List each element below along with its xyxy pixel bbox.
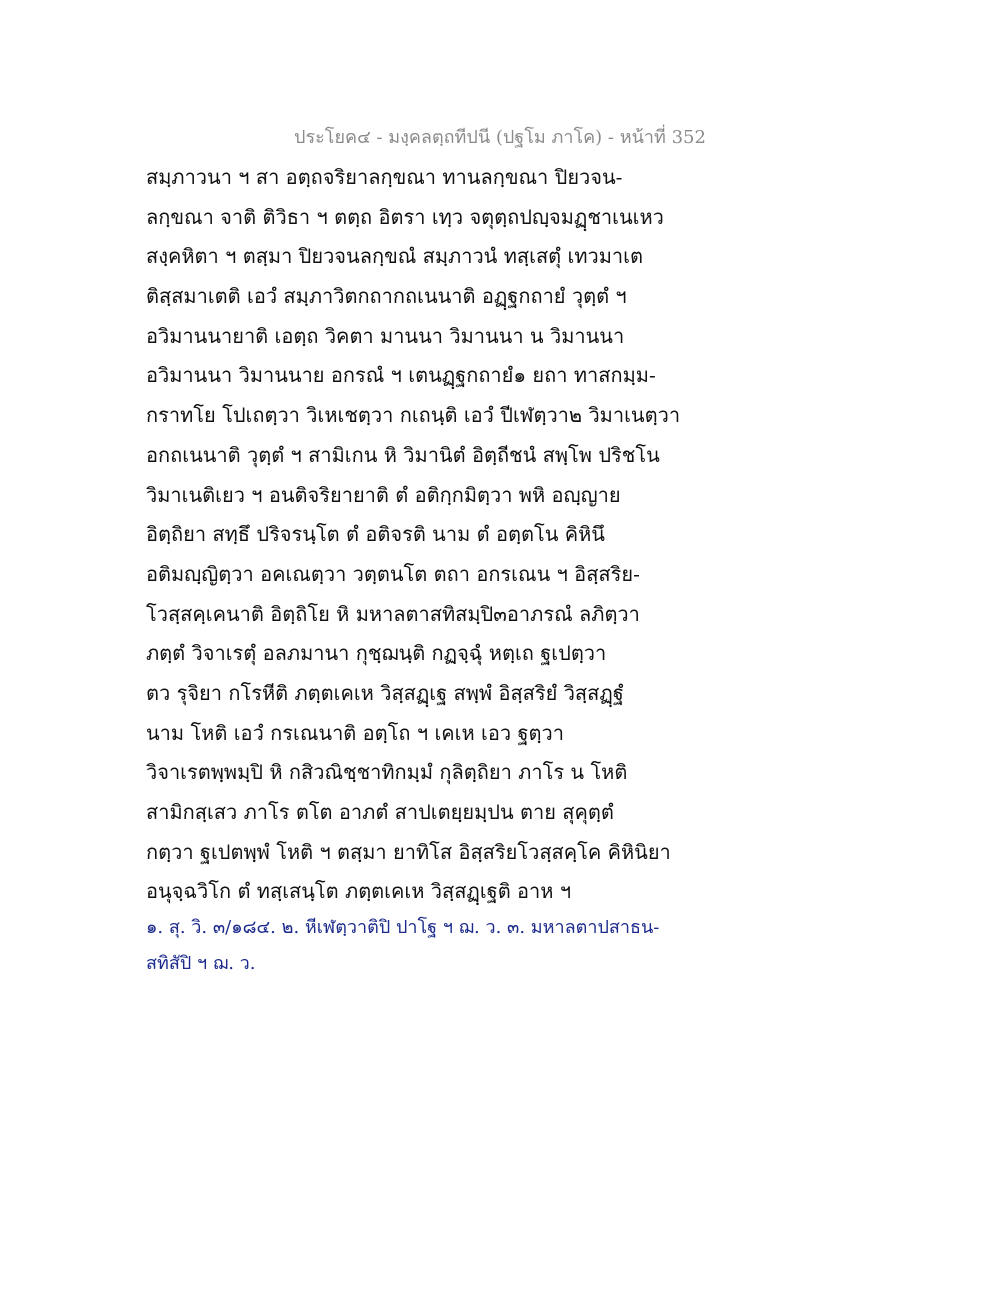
footnote-line: ๑. สุ. วิ. ๓/๑๘๔. ๒. หีเฬตฺวาติปิ ปาโฐ ฯ ฌ. ว. ๓. มหาลตาปสาธน- — [146, 917, 660, 938]
body-line: อวิมานนา วิมานนาย อกรณํ ฯ เตนฏฺฐกถายํ๑ ยถา ทาสกมฺม- — [146, 363, 656, 388]
body-line: วิจาเรตพฺพมฺปิ หิ กสิวณิชฺชาทิกมฺมํ กุลิตฺถิยา ภาโร น โหติ — [146, 760, 628, 785]
footnotes — [146, 910, 706, 982]
body-line: อกถเนนาติ วุตฺตํ ฯ สามิเกน หิ วิมานิตํ อิตฺถีชนํ สพฺโพ ปริชโน — [146, 442, 660, 467]
body-line: ติสฺสมาเตติ เอวํ สมฺภาวิตกถากถเนนาติ อฏฺฐกถายํ วุตฺตํ ฯ — [146, 284, 627, 309]
body-line: อติมญฺญิตฺวา อคเณตฺวา วตฺตนโต ตถา อกรเณน ฯ อิสฺสริย- — [146, 561, 640, 586]
body-line: ภตฺตํ วิจาเรตุํ อลภมานา กุชฺฌนฺติ กฏจฺฉุํ หตฺเถ ฐเปตฺวา — [146, 641, 607, 666]
body-text — [146, 158, 706, 912]
body-line: โวสฺสคฺเคนาติ อิตฺถิโย หิ มหาลตาสทิสมฺปิ๓อาภรณํ ลภิตฺวา — [146, 601, 640, 626]
body-line: สามิกสฺเสว ภาโร ตโต อาภตํ สาปเตยฺยมฺปน ตาย สุคุตฺตํ — [146, 800, 614, 824]
body-line: นาม โหติ เอวํ กรเณนาติ อตฺโถ ฯ เคเห เอว ฐตฺวา — [146, 720, 564, 745]
footnote-line: สทิสัปิ ฯ ฌ. ว. — [146, 953, 256, 974]
body-line: วิมาเนติเยว ฯ อนติจริยายาติ ตํ อติกฺกมิตฺวา พหิ อญฺญาย — [146, 482, 621, 507]
page-header — [0, 122, 1000, 151]
body-line: ลกฺขณา จาติ ติวิธา ฯ ตตฺถ อิตรา เทฺว จตุตฺถปญฺจมฏฺชาเนเหว — [146, 204, 664, 229]
body-line: ตว รุจิยา กโรหีติ ภตฺตเคเห วิสฺสฏฺเฐ สพฺพํ อิสฺสริยํ วิสฺสฏฺฐํ — [146, 680, 624, 705]
body-line: สงฺคหิตา ฯ ตสฺมา ปิยวจนลกฺขณํ สมฺภาวนํ ทสฺเสตุํ เทวมาเต — [146, 244, 643, 269]
body-line: อวิมานนายาติ เอตฺถ วิคตา มานนา วิมานนา น วิมานนา — [146, 323, 625, 348]
body-line: อนุจฺฉวิโก ตํ ทสฺเสนฺโต ภตฺตเคเห วิสฺสฏฺเฐติ อาห ฯ — [146, 879, 572, 904]
body-line: กตฺวา ฐเปตพฺพํ โหติ ฯ ตสฺมา ยาทิโส อิสฺสริยโวสฺสคฺโค คิหินิยา — [146, 839, 671, 864]
body-line: สมฺภาวนา ฯ สา อตฺถจริยาลกฺขณา ทานลกฺขณา ปิยวจน- — [146, 165, 623, 189]
page-header-text: ประโยค๔ - มงฺคลตฺถทีปนี (ปฐโม ภาโค) - หน้าที่ 352 — [294, 127, 706, 148]
body-line: อิตฺถิยา สทฺธึ ปริจรนฺโต ตํ อติจรติ นาม ตํ อตฺตโน คิหินึ — [146, 522, 605, 547]
body-line: กราทโย โปเถตฺวา วิเหเชตฺวา กเถนฺติ เอวํ ปีเฬตฺวา๒ วิมาเนตฺวา — [146, 403, 681, 428]
